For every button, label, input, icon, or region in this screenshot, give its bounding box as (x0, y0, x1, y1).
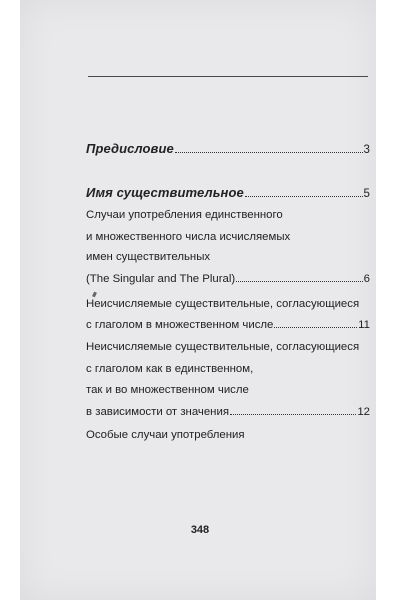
toc-text-line: имен существительных (86, 251, 211, 263)
toc-entry-uncountable-both (86, 404, 370, 420)
toc-text-line: Неисчисляемые существительные, согласующиеся (86, 341, 360, 353)
toc-text-line: с глаголом как в единственном, (86, 363, 254, 375)
top-rule (88, 76, 368, 77)
toc-page: 11 (358, 319, 370, 331)
leader-dots (175, 143, 363, 153)
toc-title: (The Singular and The Plural) (86, 273, 236, 285)
toc-text-line: Неисчисляемые существительные, согласующиеся (86, 298, 360, 310)
toc-title: с глаголом в множественном числе (86, 319, 274, 331)
toc-entry-singular-plural (86, 271, 370, 287)
leader-dots (230, 405, 356, 415)
toc-text-line: Особые случаи употребления (86, 429, 245, 441)
toc-title: в зависимости от значения (86, 406, 230, 418)
toc-entry-uncountable-plural (86, 317, 370, 333)
toc-title: Предисловие (86, 141, 174, 156)
toc-page: 5 (363, 188, 370, 200)
toc-entry-preface (86, 141, 370, 158)
toc-text-line: так и во множественном числе (86, 384, 249, 396)
leader-dots (245, 187, 363, 197)
leader-dots (274, 318, 357, 328)
toc-title: Имя существительное (86, 185, 244, 200)
toc-page: 12 (357, 406, 370, 418)
toc-page: 6 (363, 273, 370, 285)
toc-text-line: и множественного числа исчисляемых (86, 231, 291, 243)
leader-dots (236, 272, 362, 282)
toc-page: 3 (363, 144, 370, 156)
toc-entry-noun (86, 185, 370, 202)
page-number: 348 (190, 524, 210, 536)
toc-text-line: Случаи употребления единственного (86, 209, 283, 221)
